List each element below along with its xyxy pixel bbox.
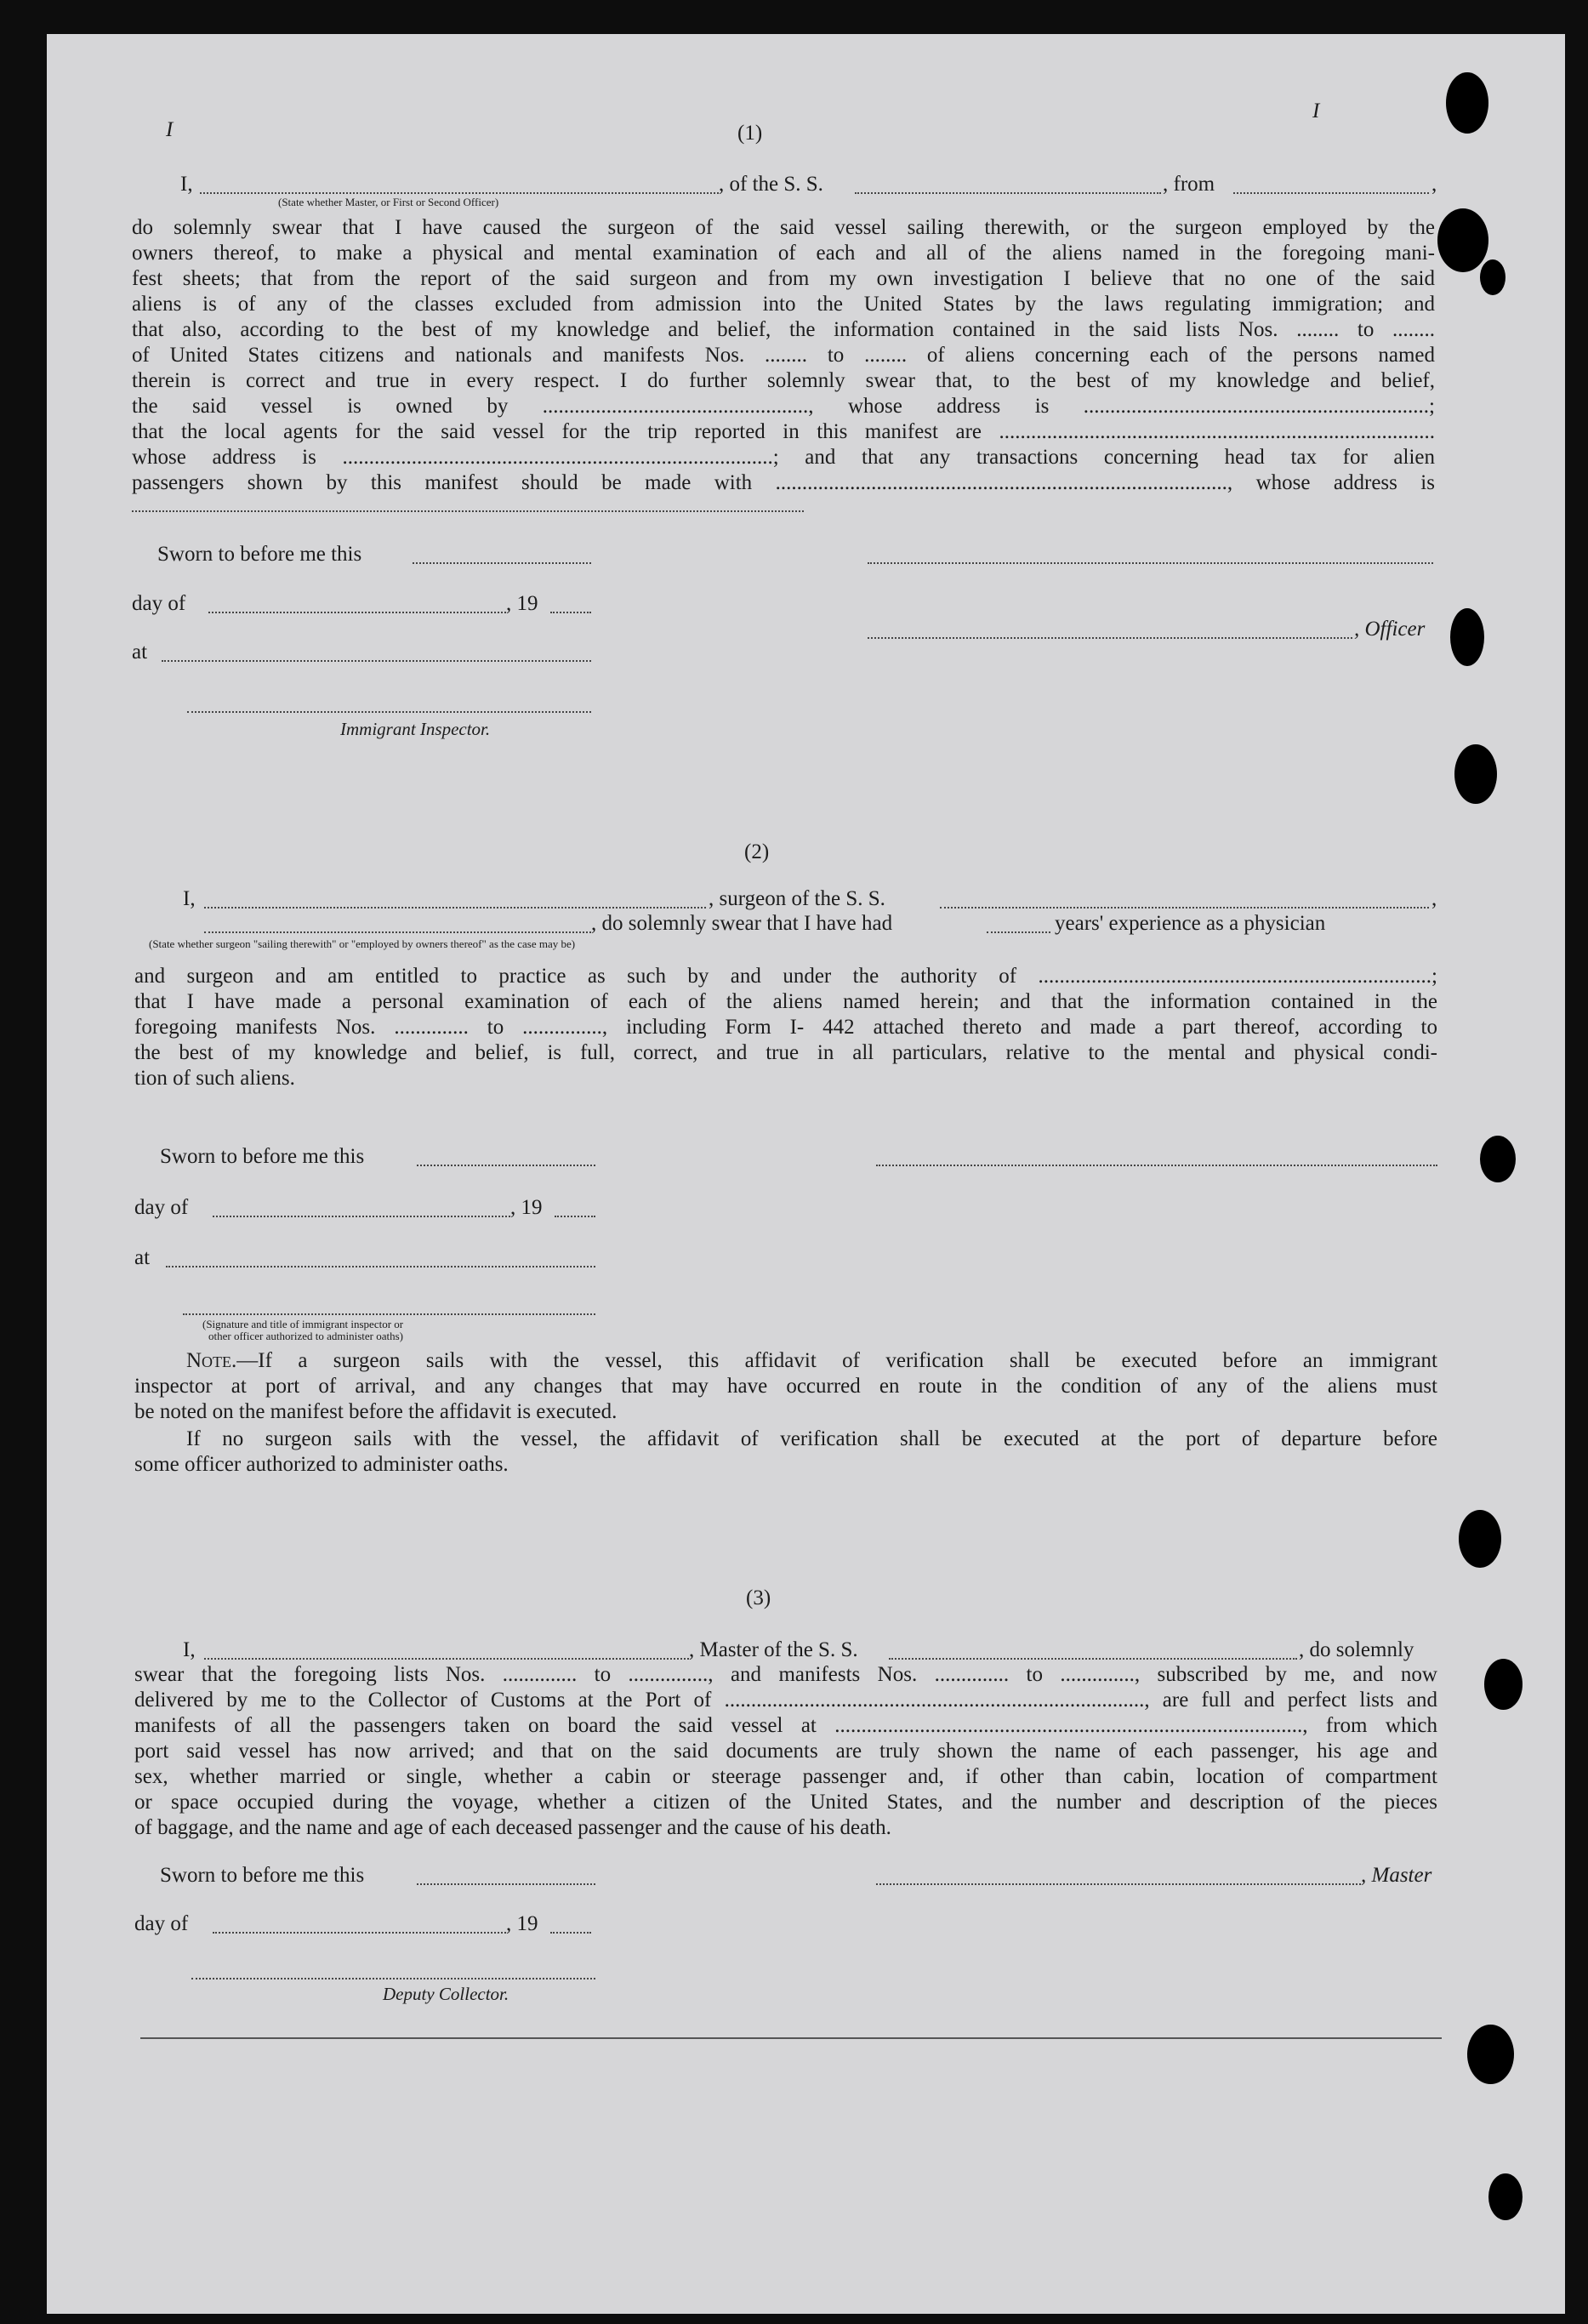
s2-line-4: tion of such aliens. xyxy=(134,1067,295,1090)
binder-hole-10 xyxy=(1488,2173,1523,2220)
s3-line-3: port said vessel has now arrived; and that on the said documents are truly shown the name of each passenger, his age and xyxy=(134,1740,1437,1763)
s1-sworn: Sworn to before me this xyxy=(157,543,362,566)
s1-line-5: of United States citizens and nationals and manifests Nos. ........ to ........ of aliens concerning each of the persons named xyxy=(132,344,1435,367)
s3-collector-signature-field[interactable] xyxy=(191,1978,595,1979)
surgeon-status-field[interactable] xyxy=(204,931,591,933)
s2-place-field[interactable] xyxy=(166,1266,595,1267)
bottom-rule xyxy=(140,2037,1442,2039)
s3-day-of: day of xyxy=(134,1912,189,1935)
s1-line-4: that also, according to the best of my knowledge and belief, the information contained in the said lists Nos. ........ to ........ xyxy=(132,318,1435,341)
s1-officer-signature-field[interactable] xyxy=(868,562,1433,564)
s2-at: at xyxy=(134,1246,151,1269)
binder-hole-5 xyxy=(1454,744,1497,804)
s2-years: years' experience as a physician xyxy=(1055,912,1326,935)
s1-i: I, xyxy=(180,173,193,196)
s2-i: I, xyxy=(183,887,196,910)
s2-sworn-date-field[interactable] xyxy=(417,1165,595,1166)
page-mark-left: I xyxy=(166,118,174,141)
surgeon-state-note: (State whether surgeon "sailing therewith" or "employed by owners thereof" as the case may be) xyxy=(149,937,576,950)
s2-comma: , xyxy=(1431,887,1437,910)
note-text-0: —If a surgeon sails with the vessel, this affidavit of verification shall be executed before an immigrant xyxy=(236,1349,1437,1372)
binder-hole-1 xyxy=(1446,72,1488,134)
binder-hole-6 xyxy=(1480,1136,1516,1182)
page-mark-right: I xyxy=(1312,100,1320,122)
s3-i: I, xyxy=(183,1638,196,1661)
s3-line-4: sex, whether married or single, whether a cabin or steerage passenger and, if other than cabin, location of compartment xyxy=(134,1765,1437,1788)
s1-of-ss: , of the S. S. xyxy=(719,173,823,196)
s2-month-field[interactable] xyxy=(213,1216,510,1217)
s1-officer: , Officer xyxy=(1354,618,1426,641)
s1-at: at xyxy=(132,641,148,664)
if-line-0: If no surgeon sails with the vessel, the affidavit of verification shall be executed at the port of departure before xyxy=(186,1427,1437,1450)
s1-month-field[interactable] xyxy=(208,612,506,613)
form-sheet xyxy=(47,34,1565,2314)
s1-line-9: whose address is .................................................................................; and that any transactions concerning head tax for alien xyxy=(132,446,1435,469)
if-line-1: some officer authorized to administer oaths. xyxy=(134,1453,509,1476)
s1-line-6: therein is correct and true in every respect. I do further solemnly swear that, to the best of my knowledge and belief, xyxy=(132,369,1435,392)
s2-day-of: day of xyxy=(134,1196,189,1219)
note-line-0 xyxy=(186,1348,1437,1374)
port-from-field[interactable] xyxy=(1233,192,1429,194)
s3-end: , do solemnly xyxy=(1299,1638,1414,1661)
s3-line-0: swear that the foregoing lists Nos. .............. to ..............., and manifests Nos. .............. to .............., subscribed by me, and now xyxy=(134,1663,1437,1686)
note-line-2: be noted on the manifest before the affidavit is executed. xyxy=(134,1400,618,1423)
s1-comma: , xyxy=(1431,173,1437,196)
s2-sig-note-2: other officer authorized to administer oaths) xyxy=(208,1330,403,1342)
officer-rank-field[interactable] xyxy=(200,192,719,194)
s2-sig-note-1: (Signature and title of immigrant inspector or xyxy=(202,1318,404,1330)
s1-line-10: passengers shown by this manifest should be made with ....................................................................................., whose address is xyxy=(132,471,1435,494)
master-name-field[interactable] xyxy=(204,1658,689,1660)
binder-hole-7 xyxy=(1459,1510,1501,1568)
s2-line-3: the best of my knowledge and belief, is full, correct, and true in all particulars, relative to the mental and physical condi- xyxy=(134,1041,1437,1064)
officer-note: (State whether Master, or First or Second Officer) xyxy=(278,196,499,208)
s2-line-0: and surgeon and am entitled to practice as such by and under the authority of ..........................................................................; xyxy=(134,965,1437,988)
note-label: Note. xyxy=(186,1349,237,1372)
section-2-number: (2) xyxy=(744,840,770,863)
s1-line-1: owners thereof, to make a physical and mental examination of each and all of the aliens named in the foregoing mani- xyxy=(132,242,1435,265)
s3-line-1: delivered by me to the Collector of Customs at the Port of ..............................................................................., are full and perfect lists and xyxy=(134,1689,1437,1712)
s2-surgeon-signature-field[interactable] xyxy=(876,1165,1437,1166)
s3-master-signature-field[interactable] xyxy=(876,1883,1361,1885)
s3-sworn-date-field[interactable] xyxy=(417,1883,595,1885)
s2-year-field[interactable] xyxy=(555,1216,595,1217)
s3-month-field[interactable] xyxy=(213,1932,506,1934)
s1-sworn-date-field[interactable] xyxy=(413,562,591,564)
s1-place-field[interactable] xyxy=(162,660,591,662)
note-line-1: inspector at port of arrival, and any changes that may have occurred en route in the condition of any of the aliens must xyxy=(134,1375,1437,1398)
s2-swear: , do solemnly swear that I have had xyxy=(591,912,893,935)
s2-year: , 19 xyxy=(510,1196,543,1219)
s1-from: , from xyxy=(1163,173,1215,196)
surgeon-name-field[interactable] xyxy=(204,907,706,909)
s1-line-8: that the local agents for the said vessel for the trip reported in this manifest are .................................................................................. xyxy=(132,420,1435,443)
section-1-number: (1) xyxy=(737,122,763,145)
s3-vessel-field[interactable] xyxy=(889,1658,1297,1660)
s1-day-of: day of xyxy=(132,592,186,615)
binder-hole-9 xyxy=(1467,2025,1514,2084)
s3-sworn: Sworn to before me this xyxy=(160,1864,365,1887)
s1-line-7: the said vessel is owned by .................................................., whose address is .................................................................; xyxy=(132,395,1435,418)
s1-line-3: aliens is of any of the classes excluded from admission into the United States by the laws regulating immigration; and xyxy=(132,293,1435,316)
s3-line-6: of baggage, and the name and age of each deceased passenger and the cause of his death. xyxy=(134,1816,891,1839)
s2-line-1: that I have made a personal examination of each of the aliens named herein; and that the information contained in the xyxy=(134,990,1437,1013)
s1-year: , 19 xyxy=(506,592,538,615)
s1-inspector-signature-field[interactable] xyxy=(187,711,591,713)
s3-master: , Master of the S. S. xyxy=(689,1638,858,1661)
section-3-number: (3) xyxy=(746,1586,771,1609)
years-experience-field[interactable] xyxy=(987,931,1050,933)
s2-line-2: foregoing manifests Nos. .............. to ..............., including Form I- 442 attached thereto and made a part thereof, according to xyxy=(134,1016,1437,1039)
s3-year: , 19 xyxy=(506,1912,538,1935)
s2-vessel-field[interactable] xyxy=(940,907,1429,909)
s3-collector: Deputy Collector. xyxy=(383,1984,509,2004)
s2-surgeon: , surgeon of the S. S. xyxy=(709,887,885,910)
vessel-name-field[interactable] xyxy=(855,192,1161,194)
s1-line-2: fest sheets; that from the report of the said surgeon and from my own investigation I believe that no one of the said xyxy=(132,267,1435,290)
s3-year-field[interactable] xyxy=(550,1932,591,1934)
s2-sworn: Sworn to before me this xyxy=(160,1145,365,1168)
binder-hole-4 xyxy=(1450,608,1484,666)
s3-master-label: , Master xyxy=(1361,1864,1432,1887)
s1-officer-title-field[interactable] xyxy=(868,637,1352,639)
head-tax-address-field[interactable] xyxy=(132,510,804,512)
s3-line-2: manifests of all the passengers taken on board the said vessel at ........................................................................................, from which xyxy=(134,1714,1437,1737)
s2-inspector-signature-field[interactable] xyxy=(183,1313,595,1315)
s1-year-field[interactable] xyxy=(550,612,591,613)
binder-hole-3 xyxy=(1480,259,1505,295)
s1-line-0: do solemnly swear that I have caused the surgeon of the said vessel sailing therewith, or the surgeon employed by the xyxy=(132,216,1435,239)
s3-line-5: or space occupied during the voyage, whether a citizen of the United States, and the number and description of the pieces xyxy=(134,1791,1437,1814)
binder-hole-8 xyxy=(1484,1659,1523,1710)
binder-hole-2 xyxy=(1437,208,1488,272)
s1-inspector: Immigrant Inspector. xyxy=(340,719,491,739)
